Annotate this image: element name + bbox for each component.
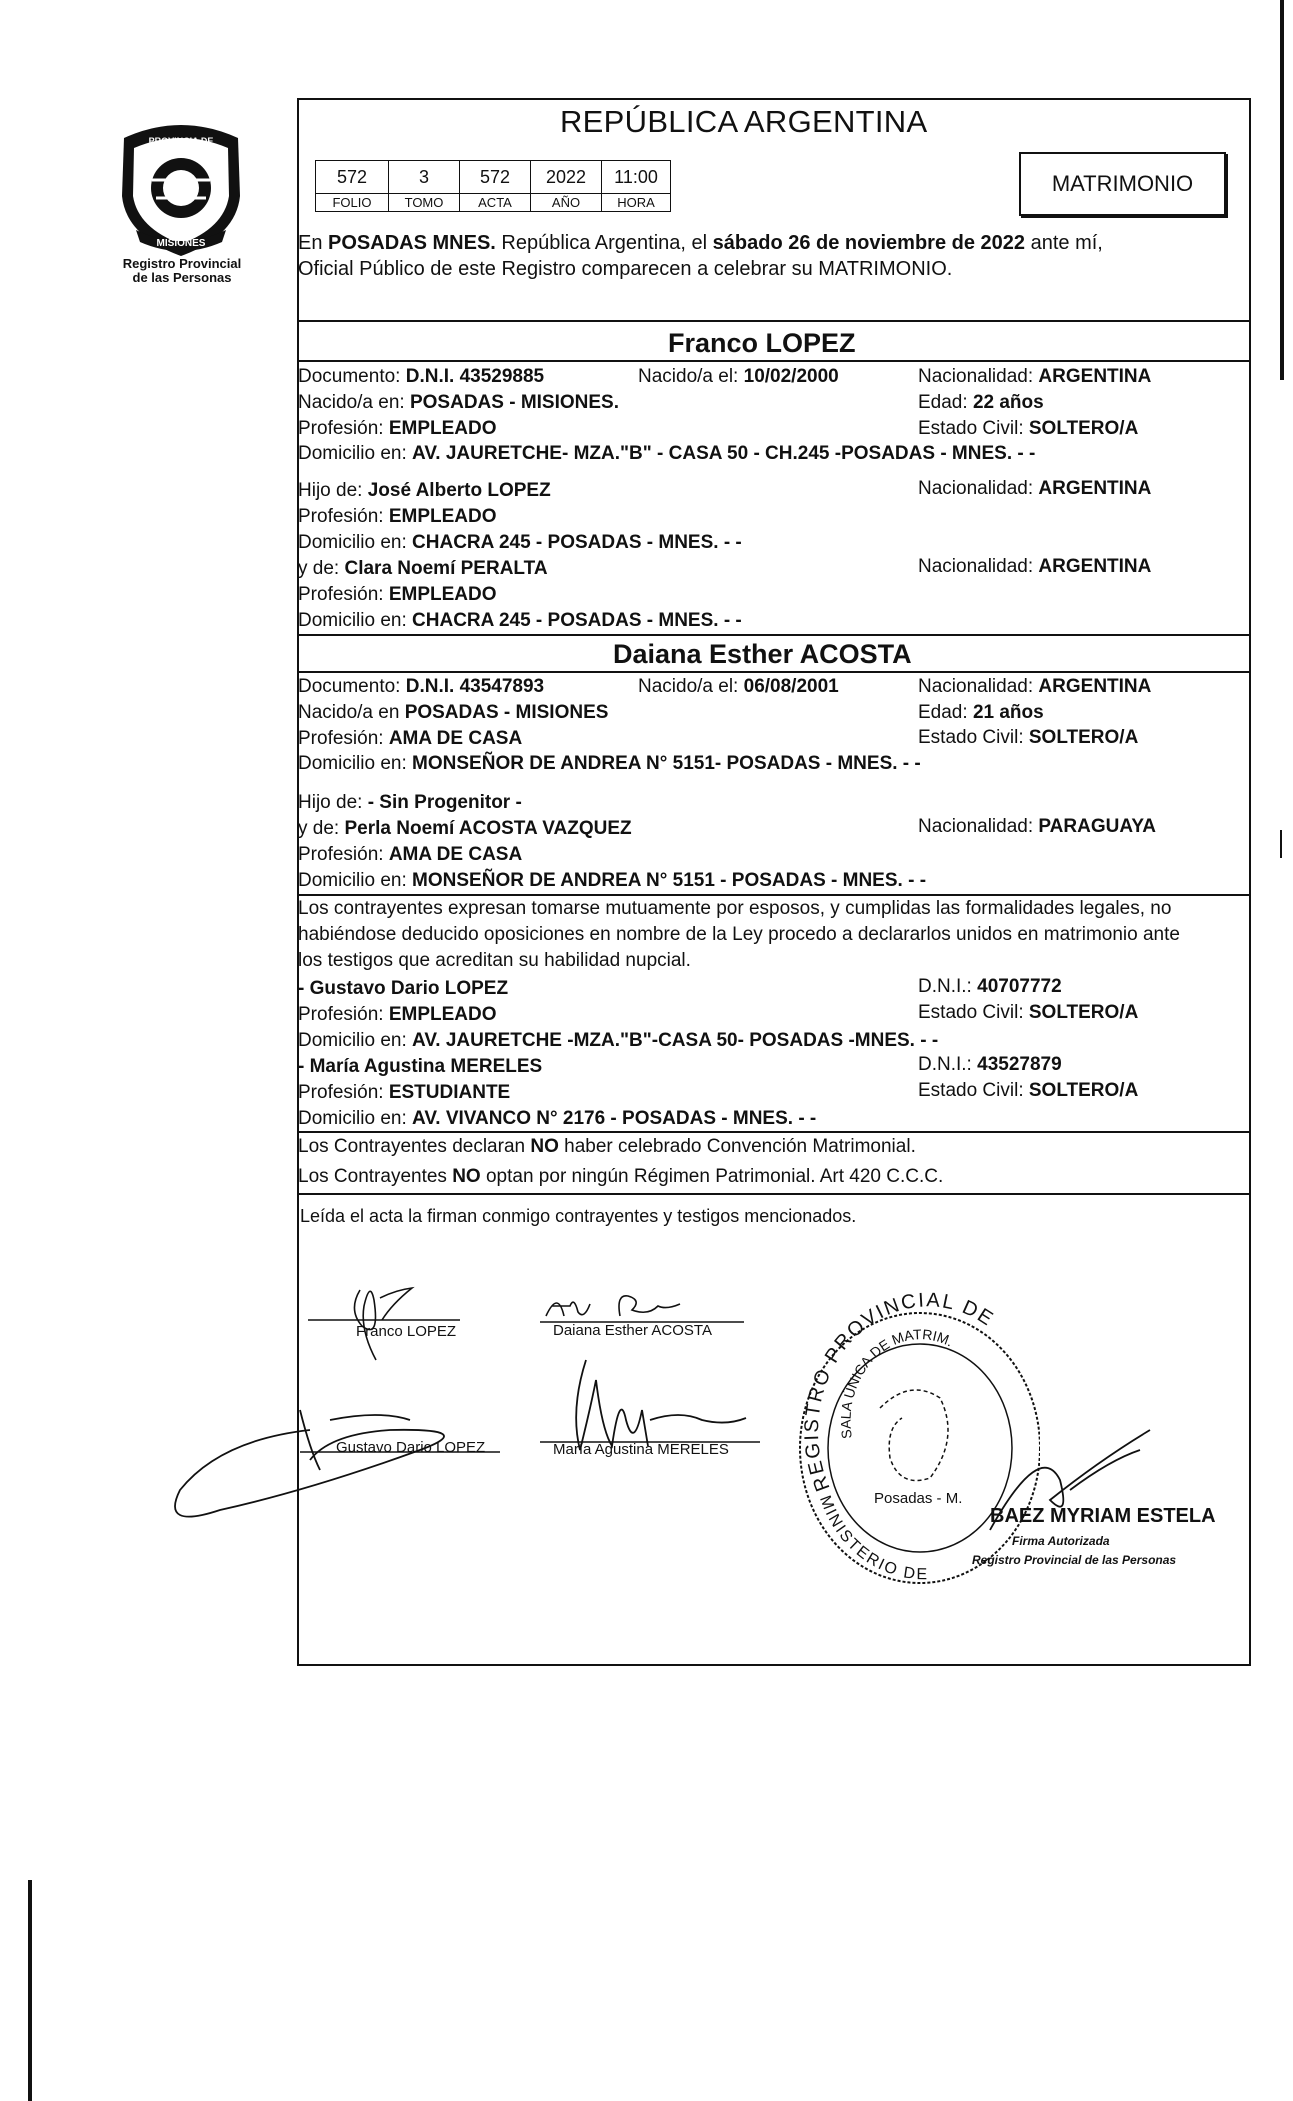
spouse1-addr-row	[298, 443, 1035, 465]
hora-label: HORA	[602, 194, 671, 212]
witness2-dni: 43527879	[977, 1054, 1062, 1075]
seal-bottom-textpath: MINISTERIO DE	[816, 1493, 930, 1584]
spouse2-nationality: ARGENTINA	[1038, 676, 1152, 697]
divider	[297, 320, 1251, 322]
intro-line1	[298, 232, 1103, 254]
seal-outer-text	[801, 1289, 998, 1494]
spouse2-mother-nat-row	[918, 816, 1156, 838]
divider	[297, 1131, 1251, 1133]
intro-place: POSADAS MNES.	[328, 232, 496, 254]
spouse1-father-job-row	[298, 506, 497, 528]
label: y de:	[298, 818, 345, 839]
spouse2-mother-row	[298, 818, 632, 840]
spouse2-mother-addr-row	[298, 870, 926, 892]
spouse1-mother-job-row	[298, 584, 497, 606]
spouse1-mother-job: EMPLEADO	[388, 584, 497, 605]
intro-date: sábado 26 de noviembre de 2022	[712, 232, 1026, 254]
label: Profesión:	[298, 506, 389, 527]
signature-label-daiana: Daiana Esther ACOSTA	[553, 1322, 712, 1339]
spouse1-mother: Clara Noemí PERALTA	[344, 558, 548, 579]
acta-value: 572	[460, 161, 531, 194]
spouse1-civil-row	[918, 418, 1138, 440]
official-office: Registro Provincial de las Personas	[972, 1553, 1177, 1567]
regime-no: NO	[530, 1136, 559, 1157]
label: Estado Civil:	[918, 418, 1029, 439]
signature-gustavo	[160, 1390, 560, 1530]
witness1-addr-row	[298, 1030, 938, 1052]
spouse1-age: 22 años	[972, 392, 1044, 413]
spouse1-nationality: ARGENTINA	[1038, 366, 1152, 387]
label: Domicilio en:	[298, 1108, 413, 1129]
witness1-name: - Gustavo Dario LOPEZ	[298, 978, 509, 999]
label: D.N.I.:	[918, 976, 978, 997]
hora-value: 11:00	[602, 161, 671, 194]
declaration-line3: los testigos que acreditan su habilidad nupcial.	[298, 950, 691, 971]
divider	[297, 1193, 1251, 1195]
spouse1-father-row	[298, 480, 551, 502]
spouse2-addr-row	[298, 753, 921, 775]
spouse2-mother-job: AMA DE CASA	[388, 844, 523, 865]
witness2-job: ESTUDIANTE	[388, 1082, 511, 1103]
signature-label-franco: Franco LOPEZ	[356, 1323, 457, 1340]
divider	[297, 634, 1251, 636]
spouse1-birthplace-row	[298, 392, 619, 414]
spouse2-job: AMA DE CASA	[388, 728, 523, 749]
official-role: Firma Autorizada	[1012, 1534, 1110, 1548]
label: Nacido/a en	[298, 702, 405, 723]
spouse1-father-addr: CHACRA 245 - POSADAS - MNES. - -	[412, 532, 742, 553]
registry-table	[315, 160, 671, 212]
spouse2-nat	[918, 676, 1151, 698]
text: Los Contrayentes	[298, 1166, 453, 1187]
spouse1-dni: D.N.I. 43529885	[405, 366, 545, 387]
spouse1-doc	[298, 366, 544, 388]
spouse1-birthplace: POSADAS - MISIONES.	[409, 392, 619, 413]
witness2-addr-row	[298, 1108, 816, 1130]
spouse2-dni: D.N.I. 43547893	[405, 676, 545, 697]
spouse2-age-row	[918, 702, 1044, 724]
spouse1-father-job: EMPLEADO	[388, 506, 497, 527]
spouse2-birthplace: POSADAS - MISIONES	[404, 702, 609, 723]
label: Profesión:	[298, 1082, 389, 1103]
spouse1-mother-nat-row	[918, 556, 1151, 578]
spouse1-job: EMPLEADO	[388, 418, 497, 439]
spouse1-father-nat-row	[918, 478, 1151, 500]
spouse1-age-row	[918, 392, 1044, 414]
declaration-line1: Los contrayentes expresan tomarse mutuamente por esposos, y cumplidas las formalidades legales, no	[298, 898, 1172, 919]
label: Hijo de:	[298, 480, 368, 501]
tomo-label: TOMO	[389, 194, 460, 212]
declaration-line2: habiéndose deducido oposiciones en nombre de la Ley procedo a declararlos unidos en matrimonio ante	[298, 924, 1180, 945]
label: Nacido/a el:	[638, 366, 744, 387]
label: Profesión:	[298, 728, 389, 749]
label: Profesión:	[298, 418, 389, 439]
label: Domicilio en:	[298, 610, 413, 631]
seal-outer-textpath: REGISTRO PROVINCIAL DE	[800, 1289, 999, 1495]
spouse2-born	[638, 676, 839, 698]
label: Domicilio en:	[298, 753, 413, 774]
witness2-civil-row	[918, 1080, 1138, 1102]
spouse1-born	[638, 366, 839, 388]
spouse1-father-addr-row	[298, 532, 742, 554]
label: Documento:	[298, 366, 406, 387]
spouse2-civil-row	[918, 727, 1138, 749]
page-title: REPÚBLICA ARGENTINA	[560, 104, 928, 139]
tomo-value: 3	[389, 161, 460, 194]
label: Estado Civil:	[918, 1080, 1029, 1101]
label: Nacionalidad:	[918, 366, 1039, 387]
anio-value: 2022	[531, 161, 602, 194]
scan-mark	[1280, 830, 1282, 858]
seal-inner-textpath: SALA ÚNICA DE MATRIM.	[837, 1326, 957, 1440]
logo-caption	[102, 257, 262, 285]
act-type-box: MATRIMONIO	[1019, 152, 1226, 216]
logo-bottom-text: MISIONES	[156, 238, 206, 249]
label: Nacionalidad:	[918, 676, 1039, 697]
witness1-civil: SOLTERO/A	[1028, 1002, 1139, 1023]
intro-line2: Oficial Público de este Registro comparecen a celebrar su MATRIMONIO.	[298, 258, 953, 280]
label: Edad:	[918, 702, 973, 723]
regime-no: NO	[452, 1166, 481, 1187]
intro-text: República Argentina, el	[495, 232, 713, 254]
label: Domicilio en:	[298, 1030, 413, 1051]
spouse2-mother: Perla Noemí ACOSTA VAZQUEZ	[344, 818, 632, 839]
text: haber celebrado Convención Matrimonial.	[558, 1136, 916, 1157]
spouse2-job-row	[298, 728, 522, 750]
spouse2-doc	[298, 676, 544, 698]
label: Nacido/a en:	[298, 392, 410, 413]
spouse2-birthdate: 06/08/2001	[743, 676, 839, 697]
spouse1-addr: AV. JAURETCHE- MZA."B" - CASA 50 - CH.245 -POSADAS - MNES. - -	[412, 443, 1036, 464]
intro-text: ante mí,	[1025, 232, 1103, 254]
witness1-dni: 40707772	[977, 976, 1062, 997]
logo-top-text: PROVINCIA DE	[148, 136, 214, 146]
spouse2-mother-nat: PARAGUAYA	[1038, 816, 1156, 837]
official-name: BAEZ MYRIAM ESTELA	[990, 1505, 1216, 1527]
witness1-job-row	[298, 1004, 497, 1026]
folio-value: 572	[316, 161, 389, 194]
witness1-dni-row	[918, 976, 1062, 998]
signature-franco	[300, 1260, 470, 1370]
spouse2-father-row	[298, 792, 522, 814]
registry-logo	[112, 118, 250, 258]
divider	[297, 671, 1251, 673]
text: Los Contrayentes declaran	[298, 1136, 531, 1157]
spouse2-mother-job-row	[298, 844, 522, 866]
spouse2-age: 21 años	[972, 702, 1044, 723]
text: optan por ningún Régimen Patrimonial. Art 420 C.C.C.	[480, 1166, 944, 1187]
divider	[297, 360, 1251, 362]
scan-edge-right	[1280, 0, 1284, 380]
witness1-civil-row	[918, 1002, 1138, 1024]
witness2-civil: SOLTERO/A	[1028, 1080, 1139, 1101]
label: Profesión:	[298, 844, 389, 865]
spouse2-father: - Sin Progenitor -	[367, 792, 522, 813]
anio-label: AÑO	[531, 194, 602, 212]
label: Estado Civil:	[918, 1002, 1029, 1023]
spouse1-father: José Alberto LOPEZ	[367, 480, 551, 501]
spouse1-civil: SOLTERO/A	[1028, 418, 1139, 439]
label: Domicilio en:	[298, 443, 413, 464]
label: Estado Civil:	[918, 727, 1029, 748]
scan-edge-left	[28, 1880, 32, 2101]
spouse2-addr: MONSEÑOR DE ANDREA N° 5151- POSADAS - MNES. - -	[412, 753, 921, 774]
regime-line2	[298, 1166, 943, 1188]
spouse1-job-row	[298, 418, 497, 440]
spouse1-mother-addr: CHACRA 245 - POSADAS - MNES. - -	[412, 610, 742, 631]
signature-label-maria: María Agustina MERELES	[553, 1441, 729, 1458]
label: Domicilio en:	[298, 532, 413, 553]
acta-label: ACTA	[460, 194, 531, 212]
spouse2-name: Daiana Esther ACOSTA	[613, 639, 912, 669]
label: y de:	[298, 558, 345, 579]
label: Nacionalidad:	[918, 816, 1039, 837]
witness1-addr: AV. JAURETCHE -MZA."B"-CASA 50- POSADAS -MNES. - -	[412, 1030, 939, 1051]
regime-line1	[298, 1136, 916, 1158]
seal-city-text: Posadas - M.	[874, 1490, 963, 1507]
signature-label-gustavo: Gustavo Dario LOPEZ	[336, 1439, 486, 1456]
closing-text: Leída el acta la firman conmigo contrayentes y testigos mencionados.	[300, 1206, 857, 1226]
logo-caption-line1: Registro Provincial	[122, 256, 242, 271]
witness2-dni-row	[918, 1054, 1062, 1076]
spouse2-birthplace-row	[298, 702, 608, 724]
spouse2-mother-addr: MONSEÑOR DE ANDREA N° 5151 - POSADAS - MNES. - -	[412, 870, 927, 891]
logo-caption-line2: de las Personas	[132, 270, 232, 285]
witness2-job-row	[298, 1082, 510, 1104]
divider	[297, 894, 1251, 896]
witness2-addr: AV. VIVANCO N° 2176 - POSADAS - MNES. - -	[412, 1108, 817, 1129]
label: Profesión:	[298, 1004, 389, 1025]
label: Nacionalidad:	[918, 478, 1039, 499]
spouse1-mother-addr-row	[298, 610, 742, 632]
spouse1-nat	[918, 366, 1151, 388]
spouse1-birthdate: 10/02/2000	[743, 366, 839, 387]
spouse1-mother-row	[298, 558, 548, 580]
witness1-job: EMPLEADO	[388, 1004, 497, 1025]
intro-text: En	[298, 232, 329, 254]
spouse2-civil: SOLTERO/A	[1028, 727, 1139, 748]
label: Profesión:	[298, 584, 389, 605]
label: D.N.I.:	[918, 1054, 978, 1075]
label: Domicilio en:	[298, 870, 413, 891]
spouse1-name: Franco LOPEZ	[668, 328, 856, 358]
witness2-name: - María Agustina MERELES	[298, 1056, 543, 1077]
label: Documento:	[298, 676, 406, 697]
spouse1-mother-nat: ARGENTINA	[1038, 556, 1152, 577]
label: Hijo de:	[298, 792, 368, 813]
label: Edad:	[918, 392, 973, 413]
folio-label: FOLIO	[316, 194, 389, 212]
spouse1-father-nat: ARGENTINA	[1038, 478, 1152, 499]
label: Nacido/a el:	[638, 676, 744, 697]
label: Nacionalidad:	[918, 556, 1039, 577]
